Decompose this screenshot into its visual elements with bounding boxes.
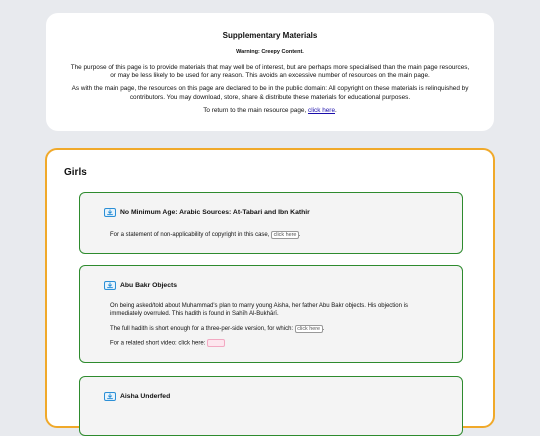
resource-header	[104, 391, 170, 401]
click-here-button[interactable]: click here	[271, 231, 299, 239]
resource-text-end: .	[298, 232, 301, 238]
intro-paragraph-purpose: The purpose of this page is to provide materials that may well be of interest, but are perhaps more specialised than the main page resources, or may be less likely to be used for any reason. This avoids an excessive number of resources on the main page.	[70, 64, 470, 80]
resource-body	[110, 231, 440, 239]
click-here-button[interactable]: click here	[295, 325, 323, 333]
resource-text: For a statement of non-applicability of copyright in this case,	[110, 232, 272, 238]
video-button[interactable]	[207, 339, 225, 347]
download-icon[interactable]	[104, 208, 116, 217]
resource-card-abu-bakr-objects	[79, 265, 463, 363]
intro-paragraph-copyright: As with the main page, the resources on this page are declared to be in the public domain: All copyright on these materials is relinquished by contributors. You may download, store, share & distribute these materials for educational purposes.	[71, 85, 469, 101]
resource-paragraph-video	[110, 339, 440, 348]
resource-text-end: .	[322, 325, 325, 332]
return-link[interactable]: click here	[308, 106, 335, 114]
return-text: To return to the main resource page,	[203, 106, 308, 114]
resource-header	[104, 280, 177, 290]
resource-title: Aisha Underfed	[120, 392, 171, 400]
section-title: Girls	[64, 167, 87, 178]
resource-paragraph-full-hadith	[110, 325, 440, 333]
resource-paragraph-objection: On being asked/told about Muhammad's plan to marry young Aisha, her father Abu Bakr objects. His objection is immediately overruled. This hadith is found in Sahīh Al-Bukhārī.	[110, 303, 408, 318]
resource-card-aisha-underfed	[79, 376, 463, 436]
resource-header	[104, 207, 310, 217]
content-warning: Warning: Creepy Content.	[236, 49, 304, 55]
download-icon[interactable]	[104, 392, 116, 401]
resource-body	[110, 302, 440, 348]
resource-card-no-minimum-age	[79, 192, 463, 254]
resource-title: No Minimum Age: Arabic Sources: At-Tabari and Ibn Kathir	[120, 208, 310, 216]
return-end: .	[335, 106, 337, 114]
page-title: Supplementary Materials	[222, 31, 318, 40]
download-icon[interactable]	[104, 281, 116, 290]
resource-line	[110, 231, 440, 239]
return-line	[70, 107, 470, 115]
resource-text: The full hadith is short enough for a three-per-side version, for which:	[110, 325, 295, 332]
girls-section	[45, 148, 495, 428]
resource-text: For a related short video: click here:	[110, 340, 208, 347]
resource-title: Abu Bakr Objects	[120, 281, 178, 289]
intro-card	[46, 13, 494, 131]
